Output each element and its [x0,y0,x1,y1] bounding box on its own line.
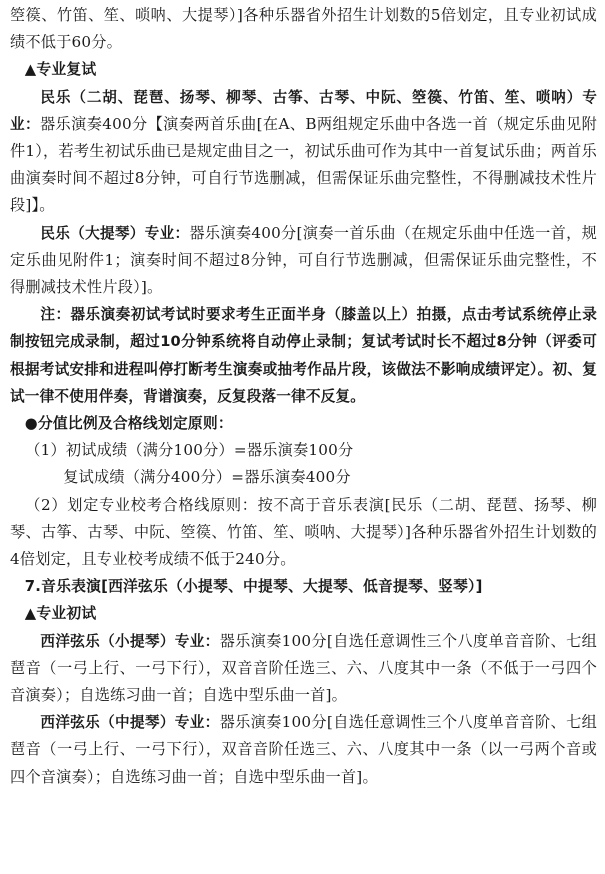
paragraph-body: 器乐演奏100分[自选任意调性三个八度单音音阶、七组琶音（一弓上行、一弓下行），双音音阶任选三、六、八度其中一条（不低于一弓四个音演奏）；自选练习曲一首；自选中型乐曲一首]。 [10,631,597,705]
paragraph-label: 民乐（二胡、琵琶、扬琴、柳琴、古筝、古琴、中阮、箜篌、竹笛、笙、唢呐）专业： [10,88,597,133]
paragraph-viola [10,709,597,791]
paragraph-folk-retest [10,84,597,220]
score-item-1: （1）初试成绩（满分100分）=器乐演奏100分 [25,441,354,460]
score-item-1b: 复试成绩（满分400分）=器乐演奏400分 [63,468,351,487]
paragraph-label: 西洋弦乐（小提琴）专业： [40,632,220,650]
paragraph-note [10,301,597,410]
paragraph-label: 西洋弦乐（中提琴）专业： [40,714,220,732]
paragraph-continuation: 箜篌、竹笛、笙、唢呐、大提琴）]各种乐器省外招生计划数的5倍划定，且专业初试成绩不低于60分。 [10,6,597,52]
note-text: 注：器乐演奏初试考试时要求考生正面半身（膝盖以上）拍摄，点击考试系统停止录制按钮完成录制，超过10分钟系统将自动停止录制；复试考试时长不超过8分钟（评委可根据考试安排和进程叫停打断考生演奏或抽考作品片段，该做法不影响成绩评定）。初、复试一律不使用伴奏，背谱演奏，反复段落一律不反复。 [10,306,597,405]
paragraph-body: 器乐演奏400分[演奏一首乐曲（在规定乐曲中任选一首，规定乐曲见附件1；演奏时间不超过8分钟，可自行节选删减，但需保证乐曲完整性，不得删减技术性片段）]。 [10,223,597,297]
paragraph-label: 民乐（大提琴）专业： [40,224,190,242]
score-item-2: （2）划定专业校考合格线原则：按不高于音乐表演[民乐（二胡、琵琶、扬琴、柳琴、古筝、古琴、中阮、箜篌、竹笛、笙、唢呐、大提琴）]各种乐器省外招生计划数的4倍划定，且专业校考成绩不低于240分。 [10,495,597,569]
paragraph-body: 器乐演奏400分【演奏两首乐曲[在A、B两组规定乐曲中各选一首（规定乐曲见附件1），若考生初试乐曲已是规定曲目之一，初试乐曲可作为其中一首复试乐曲；两首乐曲演奏时间不超过8分钟，可自行节选删减，但需保证乐曲完整性，不得删减技术性片段]】。 [10,114,597,215]
section-heading-western-strings: 7.音乐表演[西洋弦乐（小提琴、中提琴、大提琴、低音提琴、竖琴）] [24,578,483,596]
paragraph-body: 器乐演奏100分[自选任意调性三个八度单音音阶、七组琶音（一弓上行、一弓下行），双音音阶任选三、六、八度其中一条（以一弓两个音或四个音演奏）；自选练习曲一首；自选中型乐曲一首]。 [10,713,597,786]
section-heading-score-principles: ●分值比例及合格线划定原则： [24,415,233,433]
paragraph-violin [10,628,597,710]
paragraph-folk-cello-retest [10,220,597,302]
section-heading-professional-pretest: ▲专业初试 [24,605,97,623]
section-heading-professional-retest: ▲专业复试 [24,61,97,79]
